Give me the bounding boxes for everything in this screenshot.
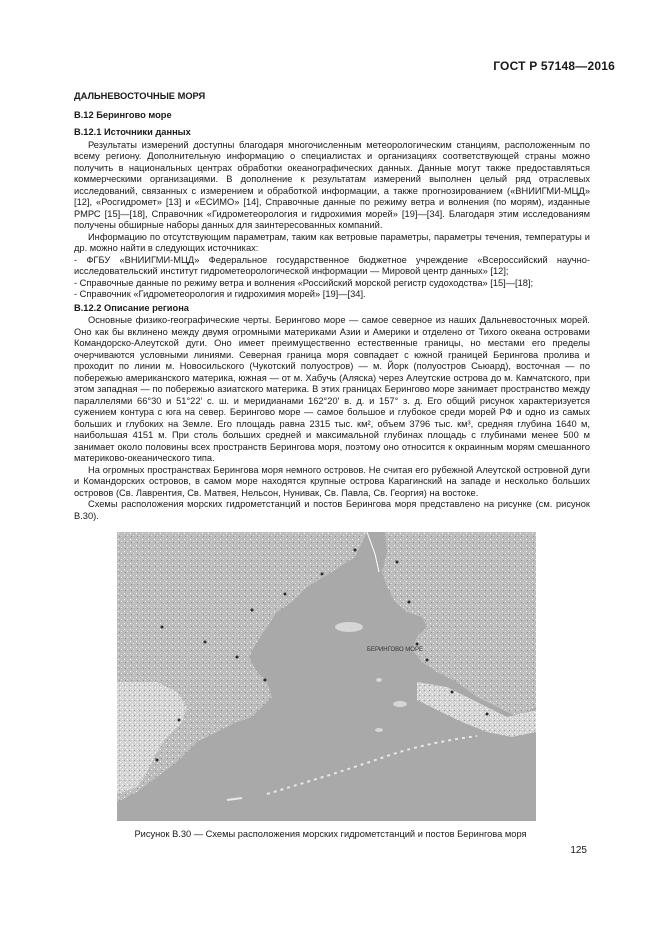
standard-number: ГОСТ Р 57148—2016 (493, 59, 615, 73)
list-item: - ФГБУ «ВНИИГМИ-МЦД» Федеральное государственное бюджетное учреждение «Всероссийский научно-исследовательский институт гидрометеорологической информации — Мировой центр данных» [12]; (74, 254, 590, 276)
paragraph: Основные физико-географические черты. Берингово море — самое северное из наших Дальневосточных морей. Оно как бы вклинено между двумя огромными материками Азии и Америки и отделено от Тихого океана островами Командорско-Алеутской дуги. Оно имеет преимущественно естественные границы, но местами его пределы очерчиваются условными линиями. Северная граница моря совпадает с южной границей Берингова пролива и проходит по линии м. Новосильского (Чукотский полуостров) — м. Йорк (полуостров Сьюард), восточная — по побережью американского материка, южная — от м. Хабучь (Аляска) через Алеутские острова до м. Камчатского, при этом западная — по побережью азиатского материка. В этих границах Берингово море занимает пространство между параллелями 66°30 и 51°22' с. ш. и меридианами 162°20' в. д. и 157° з. д. Его общий рисунок характеризуется сужением контура с юга на север. Берингово море — самое большое и глубокое среди морей РФ и одно из самых больших и глубоких на Земле. Его площадь равна 2315 тыс. км², объем 3796 тыс. км³, средняя глубина 1640 м, наибольшая 4151 м. При столь больших средней и максимальной глубинах площадь с глубинами менее 500 м занимает около половины всех пространств Берингова моря, поэтому оно относится к окраинным морям смешанного материково-океанического типа. (74, 315, 590, 463)
paragraph: Информацию по отсутствующим параметрам, таким как ветровые параметры, параметры течения, температуры и др. можно найти в следующих источниках: (74, 231, 590, 253)
paragraph: Схемы расположения морских гидрометстанций и постов Берингова моря представлено на рисунке (см. рисунок В.30). (74, 499, 590, 521)
paragraph: Результаты измерений доступны благодаря многочисленным метеорологическим станциям, расположенным по всему региону. Дополнительную информацию о специалистах и организациях соответствующей страны можно получить в национальных центрах обработки океанографических данных. Данные могут также предоставляться коммерческими организациями. В дополнение к результатам измерений выполнен целый ряд отраслевых исследований, связанных с измерением и обработкой информации, а также прогнозированием («ВНИИГМИ-МЦД» [12], «Росгидромет» [13] и «ЕСИМО» [14], Справочные данные по режиму ветра и волнения (по морям), изданные РМРС [15]—[18], Справочник «Гидрометеорология и гидрохимия морей» [19]—[34]. Благодаря этим исследованиям получены обширные наборы данных для заинтересованных компаний. (74, 139, 590, 230)
list-item: - Справочные данные по режиму ветра и волнения «Российский морской регистр судоходства» [15]—[18]; (74, 277, 534, 288)
sources-title: В.12.1 Источники данных (74, 127, 191, 137)
subsection-title: В.12 Берингово море (74, 109, 172, 120)
map-sea-label: БЕРИНГОВО МОРЕ (367, 647, 423, 653)
page-number: 125 (570, 845, 587, 856)
island (376, 678, 382, 682)
figure-caption: Рисунок В.30 — Схемы расположения морских гидрометстанций и постов Берингова моря (134, 829, 527, 839)
bering-sea-map (117, 532, 536, 821)
region-title: В.12.2 Описание региона (74, 302, 189, 313)
list-item: - Справочник «Гидрометеорология и гидрохимия морей» [19]—[34]. (74, 289, 366, 299)
island (375, 728, 383, 732)
page-content (74, 91, 590, 522)
st-lawrence-island (335, 622, 363, 632)
map-figure (117, 532, 536, 821)
section-title: ДАЛЬНЕВОСТОЧНЫЕ МОРЯ (74, 91, 206, 101)
paragraph: На огромных пространствах Берингова моря немного островов. Не считая его рубежной Алеутской островной дуги и Командорских островов, в самом море находятся крупные острова Карагинский на западе и несколько больших островов (Св. Лаврентия, Св. Матвея, Нельсон, Нунивак, Св. Павла, Св. Георгия) на востоке. (74, 464, 590, 498)
island (393, 701, 407, 707)
